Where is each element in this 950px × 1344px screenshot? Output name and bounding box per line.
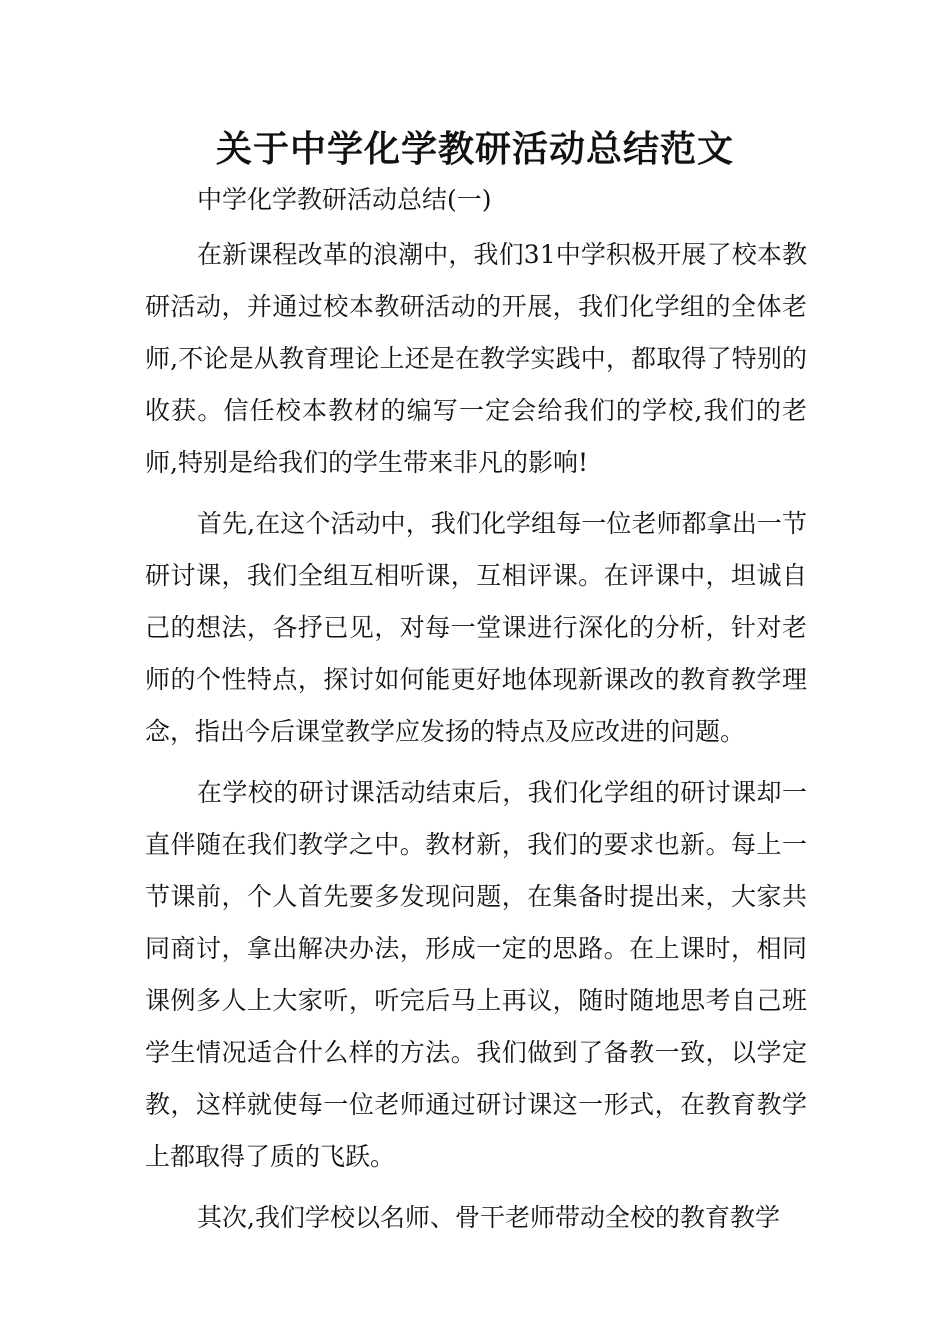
paragraph: 在学校的研讨课活动结束后，我们化学组的研讨课却一直伴随在我们教学之中。教材新，我们的要求也新。每上一节课前，个人首先要多发现问题，在集备时提出来，大家共同商讨，拿出解决办法，形成一定的思路。在上课时，相同课例多人上大家听，听完后马上再议，随时随地思考自己班学生情况适合什么样的方法。我们做到了备教一致，以学定教，这样就使每一位老师通过研讨课这一形式，在教育教学上都取得了质的飞跃。 xyxy=(145,778,807,1171)
document-body xyxy=(145,229,807,1253)
paragraph: 首先,在这个活动中，我们化学组每一位老师都拿出一节研讨课，我们全组互相听课，互相评课。在评课中，坦诚自己的想法，各抒已见，对每一堂课进行深化的分析，针对老师的个性特点，探讨如何能更好地体现新课改的教育教学理念，指出今后课堂教学应发扬的特点及应改进的问题。 xyxy=(145,509,807,746)
paragraph: 其次,我们学校以名师、骨干老师带动全校的教育教学 xyxy=(197,1203,780,1232)
document-title: 关于中学化学教研活动总结范文 xyxy=(215,129,734,170)
section-subtitle: 中学化学教研活动总结(一) xyxy=(197,185,492,214)
paragraph: 在新课程改革的浪潮中，我们31中学积极开展了校本教研活动，并通过校本教研活动的开展，我们化学组的全体老师,不论是从教育理论上还是在教学实践中，都取得了特别的收获。信任校本教材的编写一定会给我们的学校,我们的老师,特别是给我们的学生带来非凡的影响! xyxy=(145,240,807,477)
